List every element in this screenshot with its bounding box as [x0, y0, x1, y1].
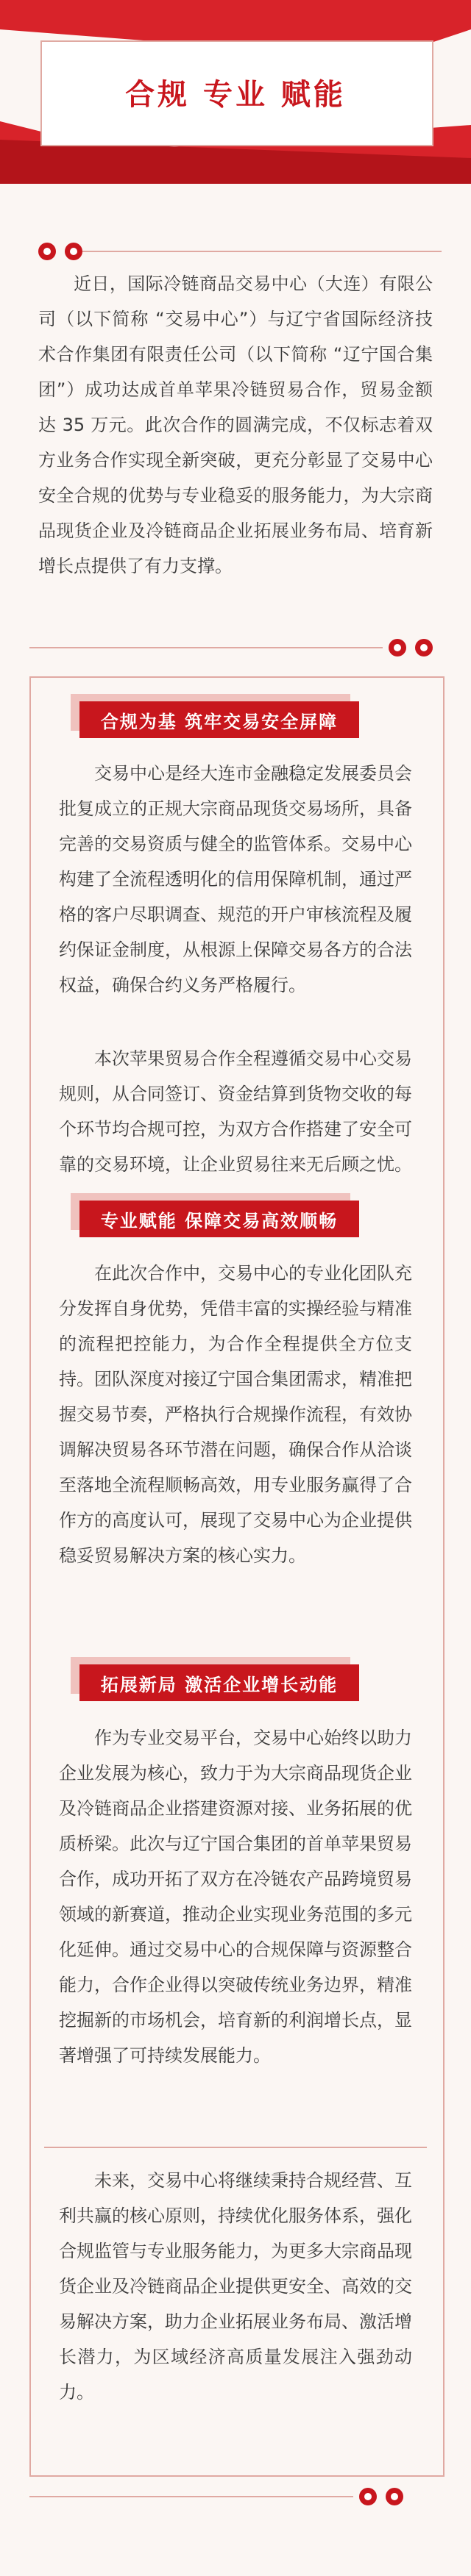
decorative-dots [38, 243, 82, 260]
section-2-paragraph-1: 在此次合作中，交易中心的专业化团队充分发挥自身优势，凭借丰富的实操经验与精准的流程把控能力，为合作全程提供全方位支持。团队深度对接辽宁国合集团需求，精准把握交易节奏，严格执行合规操作流程，有效协调解决贸易各环节潜在问题，确保合作从洽谈至落地全流程顺畅高效，用专业服务赢得了合作方的高度认可，展现了交易中心为企业提供稳妥贸易解决方案的核心实力。 [59, 1263, 412, 1566]
divider [29, 647, 383, 648]
divider [29, 2496, 353, 2497]
section-heading-1: 合规为基 筑牢交易安全屏障 [79, 701, 359, 738]
divider [44, 2147, 427, 2148]
divider [82, 251, 442, 252]
section-heading-3: 拓展新局 激活企业增长动能 [79, 1664, 359, 1701]
circle-dot-icon [389, 639, 406, 656]
circle-dot-icon [38, 243, 56, 260]
circle-dot-icon [65, 243, 82, 260]
section-3-paragraph-1: 作为专业交易平台，交易中心始终以助力企业发展为核心，致力于为大宗商品现货企业及冷链商品企业搭建资源对接、业务拓展的优质桥梁。此次与辽宁国合集团的首单苹果贸易合作，成功开拓了双方在冷链农产品跨境贸易领域的新赛道，推动企业实现业务范围的多元化延伸。通过交易中心的合规保障与资源整合能力，合作企业得以突破传统业务边界，精准挖掘新的市场机会，培育新的利润增长点，显著增强了可持续发展能力。 [59, 1728, 412, 2066]
circle-dot-icon [386, 2488, 403, 2505]
section-1-paragraph-1: 交易中心是经大连市金融稳定发展委员会批复成立的正规大宗商品现货交易场所，具备完善的交易资质与健全的监管体系。交易中心构建了全流程透明化的信用保障机制，通过严格的客户尽职调查、规范的开户审核流程及履约保证金制度，从根源上保障交易各方的合法权益，确保合约义务严格履行。 [59, 763, 412, 995]
intro-paragraph: 近日，国际冷链商品交易中心（大连）有限公司（以下简称 “交易中心”）与辽宁省国际经济技术合作集团有限责任公司（以下简称 “辽宁国合集团”）成功达成首单苹果冷链贸易合作，贸易金额达 35 万元。此次合作的圆满完成，不仅标志着双方业务合作实现全新突破，更充分彰显了交易中心安全合规的优势与专业稳妥的服务能力，为大宗商品现货企业及冷链商品企业拓展业务布局、培育新增长点提供了有力支撑。 [38, 273, 433, 576]
section-1-paragraph-2: 本次苹果贸易合作全程遵循交易中心交易规则，从合同签订、资金结算到货物交收的每个环节均合规可控，为双方合作搭建了安全可靠的交易环境，让企业贸易往来无后顾之忧。 [59, 1048, 412, 1175]
circle-dot-icon [415, 639, 433, 656]
decorative-dots [359, 2488, 403, 2505]
header-banner [0, 0, 471, 184]
circle-dot-icon [359, 2488, 377, 2505]
page-title: 合规 专业 赋能 [125, 77, 346, 112]
closing-paragraph: 未来，交易中心将继续秉持合规经营、互利共赢的核心原则，持续优化服务体系，强化合规监管与专业服务能力，为更多大宗商品现货企业及冷链商品企业提供更安全、高效的交易解决方案，助力企业拓展业务布局、激活增长潜力，为区域经济高质量发展注入强劲动力。 [59, 2170, 412, 2403]
decorative-dots [389, 639, 433, 656]
section-heading-2: 专业赋能 保障交易高效顺畅 [79, 1201, 359, 1237]
